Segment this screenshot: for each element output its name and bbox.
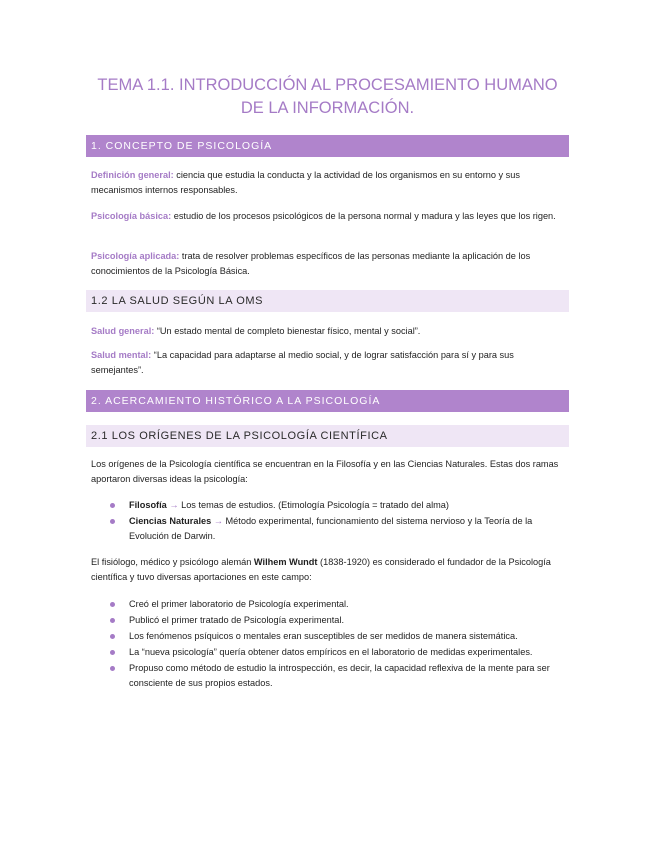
section-heading-concepto: 1. CONCEPTO DE PSICOLOGÍA [86,135,569,157]
term-psicologia-aplicada: Psicología aplicada: [91,251,180,261]
term-psicologia-basica: Psicología básica: [91,211,172,221]
text-salud-mental: “La capacidad para adaptarse al medio social, y de lograr satisfacción para sí y para sus semejantes”. [91,350,514,375]
text-definicion-general: ciencia que estudia la conducta y la actividad de los organismos en su entorno y sus mecanismos internos responsables. [91,170,520,195]
branch-text: Los temas de estudios. (Etimología Psicología = tratado del alma) [181,500,449,510]
contributions-list [110,597,566,692]
branch-name: Filosofía [129,500,167,510]
wundt-intro-text: El fisiólogo, médico y psicólogo alemán [91,557,254,567]
list-item-text: Propuso como método de estudio la introspección, es decir, la capacidad reflexiva de la mente para ser consciente de sus propios estados. [129,663,550,688]
wundt-name: Wilhem Wundt [253,557,318,567]
list-item [110,613,566,628]
title-line-2: DE LA INFORMACIÓN. [240,99,415,117]
paragraph-origenes-intro: Los orígenes de la Psicología científica se encuentran en la Filosofía y en las Ciencias Naturales. Estas dos ramas aportaron diversas ideas la psicología: [91,459,559,484]
list-item-text: Publicó el primer tratado de Psicología experimental. [129,615,344,625]
title-line-1: TEMA 1.1. INTRODUCCIÓN AL PROCESAMIENTO HUMANO [97,76,558,94]
branch-text: Método experimental, funcionamiento del sistema nervioso y la Teoría de la Evolución de Darwin. [129,516,533,541]
term-salud-mental: Salud mental: [91,350,152,360]
section-heading-salud-oms: 1.2 LA SALUD SEGÚN LA OMS [86,290,569,312]
bullet-icon [110,503,115,508]
term-definicion-general: Definición general: [91,170,174,180]
list-item-ciencias-naturales [110,514,566,544]
term-salud-general: Salud general: [91,326,155,336]
section-heading-acercamiento: 2. ACERCAMIENTO HISTÓRICO A LA PSICOLOGÍA [86,390,569,412]
wundt-rest-text: (1838-1920) es considerado el fundador de la Psicología científica y tuvo diversas aportaciones en este campo: [91,557,551,582]
list-item [110,629,566,644]
list-item-text: La “nueva psicología” quería obtener datos empíricos en el laboratorio de medidas experimentales. [129,647,533,657]
paragraph-wundt [91,555,566,585]
bullet-icon [110,602,115,607]
paragraph-salud-mental [91,348,566,378]
text-psicologia-aplicada: trata de resolver problemas específicos de las personas mediante la aplicación de los conocimientos de la Psicología Básica. [91,251,531,276]
list-item [110,645,566,660]
bullet-icon [110,634,115,639]
section-heading-origenes: 2.1 LOS ORÍGENES DE LA PSICOLOGÍA CIENTÍFICA [86,425,569,447]
text-salud-general: “Un estado mental de completo bienestar físico, mental y social”. [154,326,421,336]
page-title [60,74,595,120]
list-item-text: Creó el primer laboratorio de Psicología experimental. [129,599,349,609]
list-item-text: Los fenómenos psíquicos o mentales eran susceptibles de ser medidos de manera sistemática. [129,631,518,641]
branch-name: Ciencias Naturales [129,516,212,526]
paragraph-salud-general [91,324,566,339]
list-item-filosofia [110,498,566,513]
paragraph-psicologia-basica [91,209,566,224]
list-item [110,597,566,612]
list-item [110,661,566,691]
branches-list [110,498,566,545]
bullet-icon [110,519,115,524]
paragraph-psicologia-aplicada [91,249,566,279]
paragraph-definicion-general [91,168,566,198]
bullet-icon [110,618,115,623]
arrow-right-icon: → [166,500,182,510]
text-psicologia-basica: estudio de los procesos psicológicos de la persona normal y madura y las leyes que los rigen. [171,211,556,221]
bullet-icon [110,666,115,671]
bullet-icon [110,650,115,655]
arrow-right-icon: → [211,516,226,526]
